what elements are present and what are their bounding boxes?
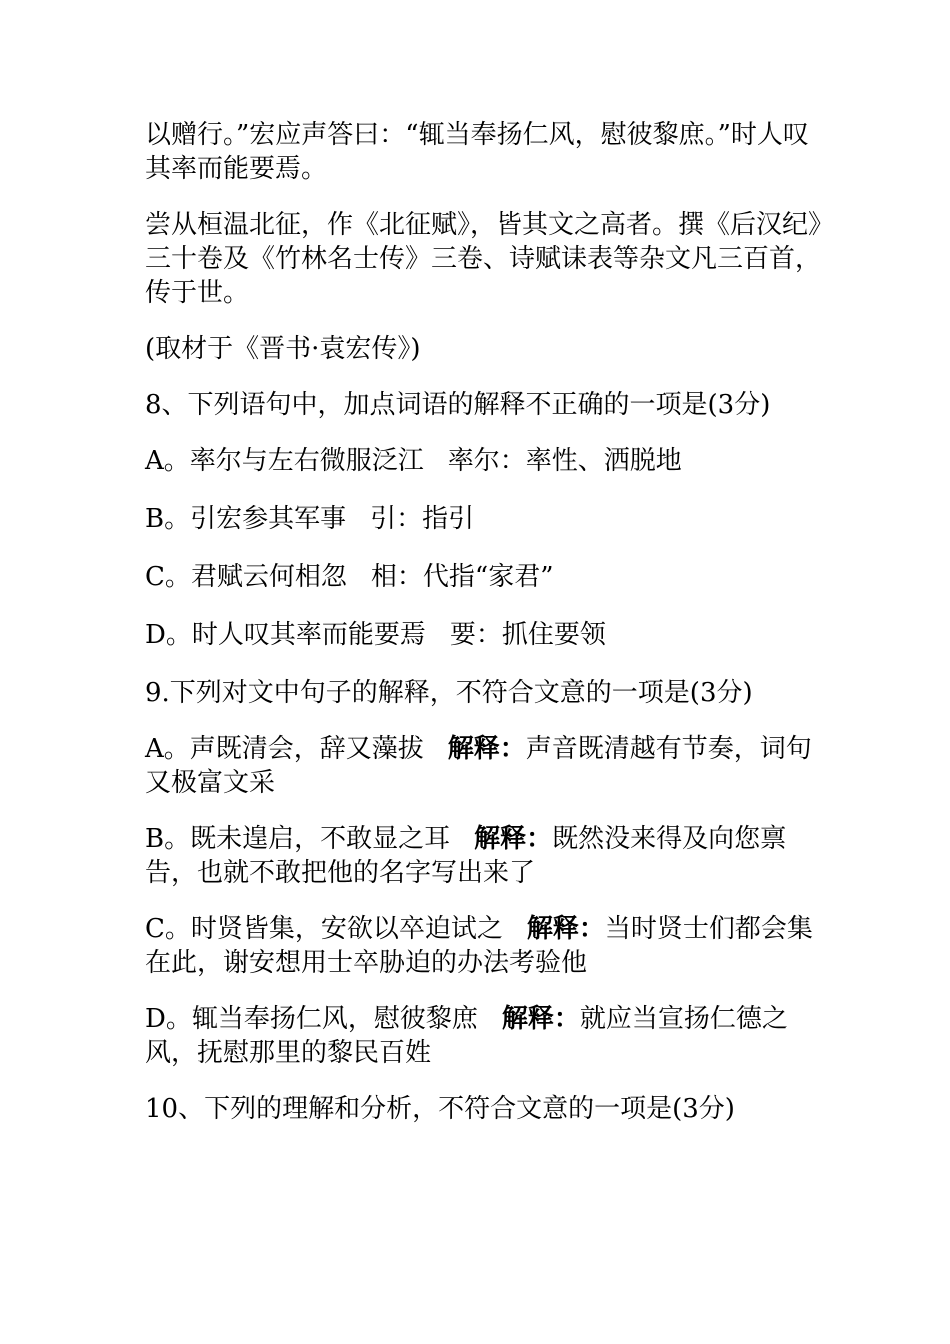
option-text: B。既未遑启，不敢显之耳: [145, 824, 451, 854]
question-9-option-a: [145, 732, 825, 800]
question-8-option-c: [145, 560, 825, 594]
passage-source: (取材于《晋书·袁宏传》): [145, 334, 421, 364]
document-page: [145, 118, 825, 1148]
option-text: A。声既清会，辞又藻拔: [145, 734, 424, 764]
question-8-stem: 8、下列语句中，加点词语的解释不正确的一项是(3分): [145, 390, 771, 420]
option-gloss: 引：指引: [370, 504, 475, 534]
question-8-option-b: [145, 502, 825, 536]
option-explanation: 声音既清越有节奏，词句又极富文采: [145, 734, 812, 798]
question-9-stem: 9.下列对文中句子的解释，不符合文意的一项是(3分): [145, 678, 753, 708]
explanation-label: 解释：: [501, 1004, 580, 1034]
question-9-option-c: [145, 912, 825, 980]
explanation-label: 解释：: [447, 734, 526, 764]
option-text: D。辄当奉扬仁风，慰彼黎庶: [145, 1004, 478, 1034]
option-explanation: 当时贤士们都会集在此，谢安想用士卒胁迫的办法考验他: [145, 914, 813, 978]
option-explanation: 就应当宣扬仁德之风，抚慰那里的黎民百姓: [145, 1004, 788, 1068]
question-9-option-b: [145, 822, 825, 890]
option-text: C。时贤皆集，安欲以卒迫试之: [145, 914, 503, 944]
question-8-option-a: [145, 444, 825, 478]
option-text: A。率尔与左右微服泛江: [145, 446, 424, 476]
option-gloss: 要：抓住要领: [449, 620, 606, 650]
explanation-label: 解释：: [526, 914, 605, 944]
option-text: D。时人叹其率而能要焉: [145, 620, 426, 650]
explanation-label: 解释：: [474, 824, 553, 854]
option-text: C。君赋云何相忽: [145, 562, 347, 592]
option-explanation: 既然没来得及向您禀告，也就不敢把他的名字写出来了: [145, 824, 787, 888]
passage-paragraph-1: 以赠行。”宏应声答曰：“辄当奉扬仁风，慰彼黎庶。”时人叹其率而能要焉。: [145, 120, 809, 184]
option-text: B。引宏参其军事: [145, 504, 347, 534]
option-gloss: 相：代指“家君”: [370, 562, 554, 592]
option-gloss: 率尔：率性、洒脱地: [447, 446, 682, 476]
question-8-option-d: [145, 618, 825, 652]
question-10-stem: 10、下列的理解和分析，不符合文意的一项是(3分): [145, 1094, 735, 1124]
passage-paragraph-2: 尝从桓温北征，作《北征赋》，皆其文之高者。撰《后汉纪》三十卷及《竹林名士传》三卷、诗赋诔表等杂文凡三百首，传于世。: [145, 210, 822, 308]
question-9-option-d: [145, 1002, 825, 1070]
